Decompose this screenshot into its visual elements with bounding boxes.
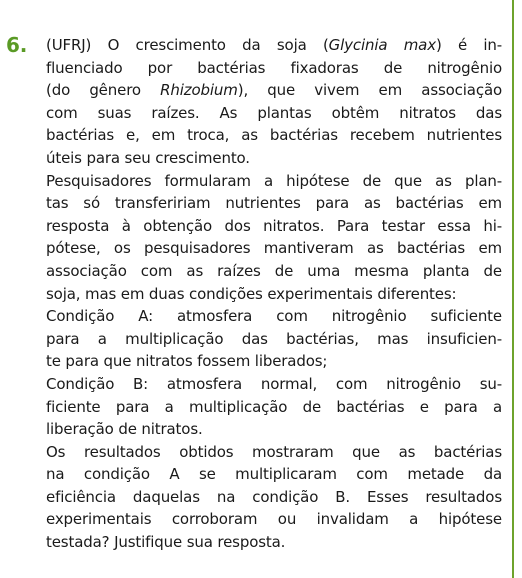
question-paragraph <box>46 373 502 441</box>
text-line: experimentais corroboram ou invalidam a hipótese <box>46 510 502 529</box>
question-paragraph <box>46 170 502 306</box>
text-line: úteis para seu crescimento. <box>46 148 250 167</box>
text-line: te para que nitratos fossem liberados; <box>46 352 328 371</box>
text-line: (do gênero Rhizobium), que vivem em associação <box>46 81 503 100</box>
text-line: pótese, os pesquisadores mantiveram as bactérias em <box>46 239 502 258</box>
text-line: liberação de nitratos. <box>46 420 203 439</box>
text-line: tas só transfeririam nutrientes para as bactérias em <box>46 194 502 213</box>
text-line: Pesquisadores formularam a hipótese de que as plan- <box>46 171 502 190</box>
text-line: na condição A se multiplicaram com metade da <box>46 465 502 484</box>
text-line: fluenciado por bactérias fixadoras de nitrogênio <box>46 58 502 77</box>
page-edge-rule <box>512 0 514 578</box>
text-line: ficiente para a multiplicação de bactérias e para a <box>46 397 502 416</box>
text-line: resposta à obtenção dos nitratos. Para testar essa hi- <box>46 216 502 235</box>
text-line: para a multiplicação das bactérias, mas insuficien- <box>46 329 502 348</box>
question-text <box>46 34 502 554</box>
text-line: Os resultados obtidos mostraram que as bactérias <box>46 442 502 461</box>
question-paragraph <box>46 34 502 170</box>
question-paragraph <box>46 305 502 373</box>
text-line: Condição A: atmosfera com nitrogênio suficiente <box>46 307 502 326</box>
question-number: 6. <box>6 33 28 57</box>
text-line: associação com as raízes de uma mesma planta de <box>46 261 502 280</box>
text-line: Condição B: atmosfera normal, com nitrogênio su- <box>46 374 502 393</box>
text-line: soja, mas em duas condições experimentais diferentes: <box>46 284 457 303</box>
text-line: bactérias e, em troca, as bactérias recebem nutrientes <box>46 126 502 145</box>
text-line: testada? Justifique sua resposta. <box>46 533 286 552</box>
text-line: (UFRJ) O crescimento da soja (Glycinia max) é in- <box>46 36 502 54</box>
text-line: eficiência daquelas na condição B. Esses resultados <box>46 487 502 506</box>
question-6 <box>6 34 502 554</box>
question-paragraph <box>46 441 502 554</box>
text-line: com suas raízes. As plantas obtêm nitratos das <box>46 103 502 122</box>
